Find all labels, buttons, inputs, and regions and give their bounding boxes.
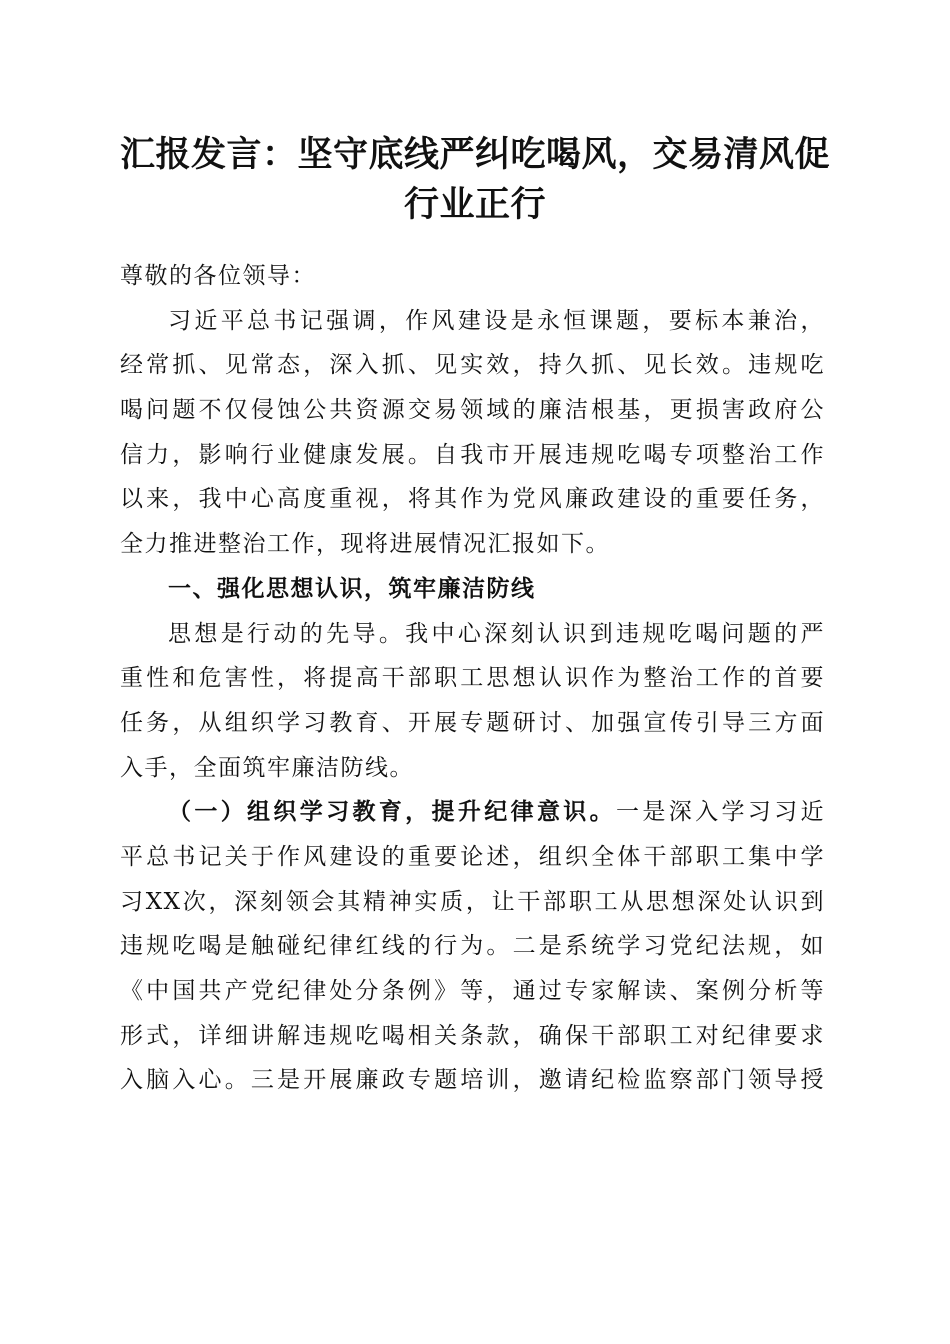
subsection-1-line-4: 违规吃喝是触碰纪律红线的行为。二是系统学习党纪法规，如 [120, 933, 825, 960]
intro-line-3: 喝问题不仅侵蚀公共资源交易领域的廉洁根基，更损害政府公 [120, 397, 825, 424]
title-line-2: 行业正行 [403, 184, 546, 225]
title-line-1: 汇报发言：坚守底线严纠吃喝风，交易清风促 [119, 134, 830, 175]
intro-line-5: 以来，我中心高度重视，将其作为党风廉政建设的重要任务， [120, 486, 825, 513]
subsection-1-line-6: 形式，详细讲解违规吃喝相关条款，确保干部职工对纪律要求 [120, 1022, 825, 1049]
subsection-1-line-2: 平总书记关于作风建设的重要论述，组织全体干部职工集中学 [120, 843, 825, 870]
section-1-line-2: 重性和危害性，将提高干部职工思想认识作为整治工作的首要 [120, 665, 825, 692]
subsection-1-first-line [120, 790, 825, 835]
document-body [120, 254, 825, 1103]
document-title [100, 130, 850, 230]
intro-line-4: 信力，影响行业健康发展。自我市开展违规吃喝专项整治工作 [120, 441, 825, 468]
subsection-1-line-5: 《中国共产党纪律处分条例》等，通过专家解读、案例分析等 [120, 978, 825, 1004]
salutation: 尊敬的各位领导： [120, 263, 316, 289]
subsection-1-line-7: 入脑入心。三是开展廉政专题培训，邀请纪检监察部门领导授 [120, 1067, 825, 1094]
subsection-1-line-3: 习XX次，深刻领会其精神实质，让干部职工从思想深处认识到 [120, 888, 825, 915]
section-1-heading: 一、强化思想认识，筑牢廉洁防线 [168, 574, 536, 602]
subsection-1-first-rest: 一是深入学习习近 [616, 799, 826, 826]
section-1-line-1: 思想是行动的先导。我中心深刻认识到违规吃喝问题的严 [168, 620, 825, 647]
intro-line-1: 习近平总书记强调，作风建设是永恒课题，要标本兼治， [168, 307, 825, 334]
intro-line-2: 经常抓、见常态，深入抓、见实效，持久抓、见长效。违规吃 [120, 352, 825, 379]
intro-line-6: 全力推进整治工作，现将进展情况汇报如下。 [120, 531, 610, 558]
section-1-line-3: 任务，从组织学习教育、开展专题研讨、加强宣传引导三方面 [120, 709, 825, 736]
section-1-line-4: 入手，全面筑牢廉洁防线。 [120, 754, 414, 781]
subsection-1-heading: （一）组织学习教育，提升纪律意识。 [168, 798, 617, 826]
